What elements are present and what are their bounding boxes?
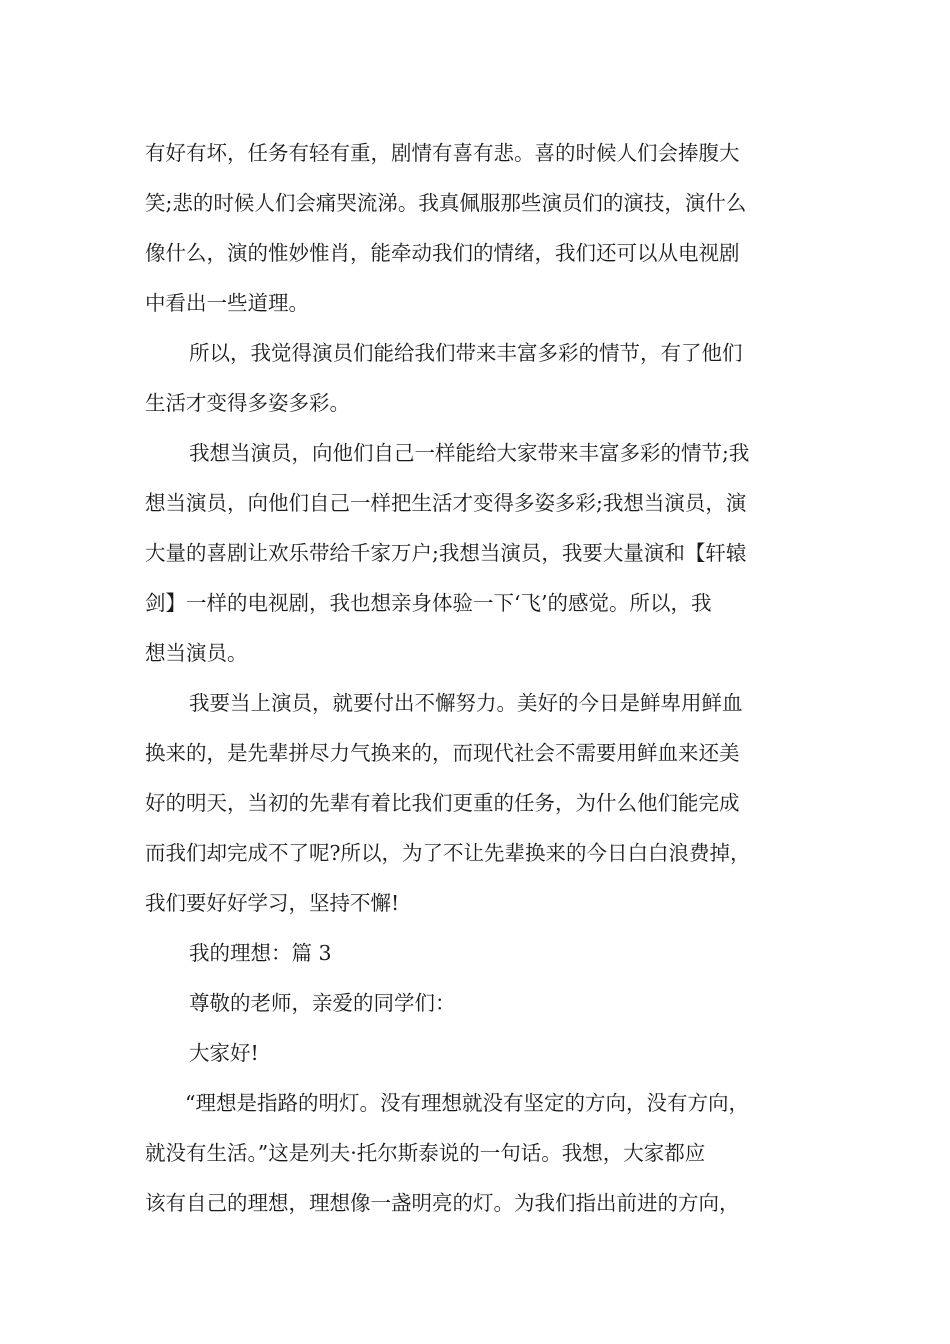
paragraph-want-to-be-actor: 我想当演员，向他们自己一样能给大家带来丰富多彩的情节;我 想当演员，向他们自己一样把生活才变得多姿多彩;我想当演员，演 大量的喜剧让欢乐带给千家万户;我想当演员，我要大量演和【轩辕 剑】一样的电视剧，我也想亲身体验一下‘飞’的感觉。所以，我 想当演员。 [145,441,750,665]
paragraph-continuation: 有好有坏，任务有轻有重，剧情有喜有悲。喜的时候人们会捧腹大 笑;悲的时候人们会痛哭流涕。我真佩服那些演员们的演技，演什么 像什么，演的惟妙惟肖，能牵动我们的情绪，我们还可以从电视剧 中看出一些道理。 [145,141,747,315]
greeting: 大家好! [189,1041,259,1065]
section-heading: 我的理想：篇 3 [189,941,332,965]
paragraph-effort: 我要当上演员，就要付出不懈努力。美好的今日是鲜卑用鲜血 换来的，是先辈拼尽力气换来的，而现代社会不需要用鲜血来还美 好的明天，当初的先辈有着比我们更重的任务，为什么他们能完成 而我们却完成不了呢?所以，为了不让先辈换来的今日白白浪费掉， 我们要好好学习，坚持不懈! [145,691,751,915]
salutation: 尊敬的老师，亲爱的同学们： [189,991,456,1015]
paragraph-quote-tolstoy: “理想是指路的明灯。没有理想就没有坚定的方向，没有方向， 就没有生活。”这是列夫·托尔斯泰说的一句话。我想，大家都应 该有自己的理想，理想像一盏明亮的灯。为我们指出前进的方向， [145,1091,749,1215]
paragraph-actors-bring-color: 所以，我觉得演员们能给我们带来丰富多彩的情节，有了他们 生活才变得多姿多彩。 [145,341,743,415]
document-page [145,128,810,1228]
